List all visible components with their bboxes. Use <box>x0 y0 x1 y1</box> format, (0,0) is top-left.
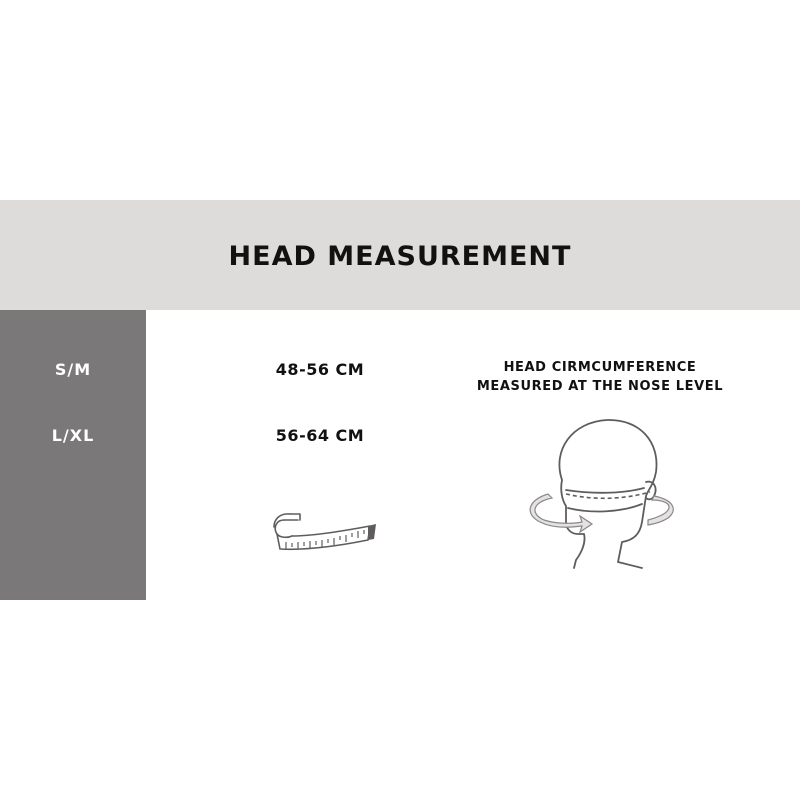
size-range-lxl: 56-64 CM <box>275 426 365 445</box>
instruction-line-1: HEAD CIRMCUMFERENCE <box>503 360 697 375</box>
page-title: HEAD MEASUREMENT <box>228 240 572 272</box>
instruction-line-2: MEASURED AT THE NOSE LEVEL <box>476 379 724 394</box>
measuring-tape-icon <box>268 500 380 562</box>
size-sidebar <box>0 310 146 600</box>
size-range-sm: 48-56 CM <box>275 360 365 379</box>
measurement-instruction <box>450 358 750 396</box>
header-band <box>0 200 800 310</box>
size-label-sm: S/M <box>54 360 92 379</box>
head-circumference-icon <box>522 410 682 580</box>
size-label-lxl: L/XL <box>51 426 95 445</box>
